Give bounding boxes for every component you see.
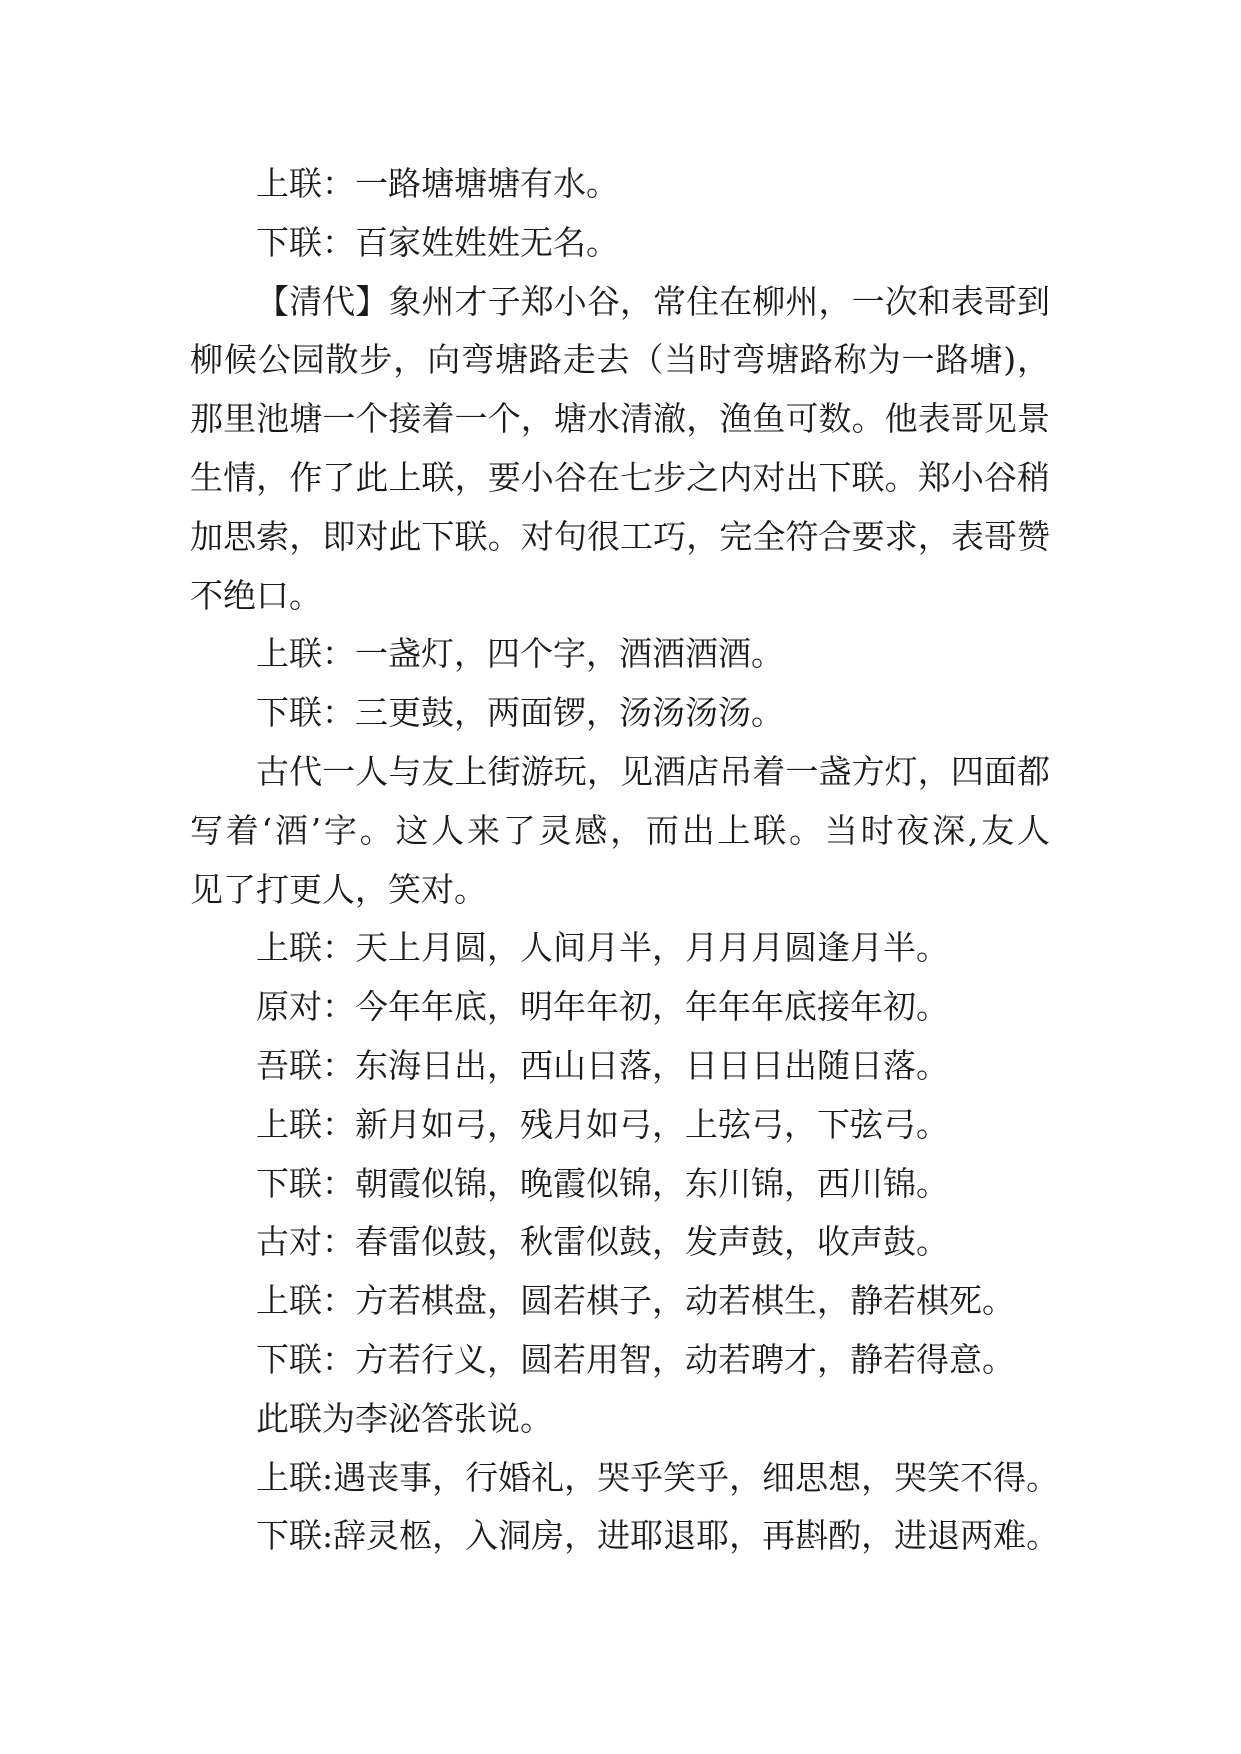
couplet-own-reply	[190, 1037, 1050, 1096]
text-line: 古对：春雷似鼓，秋雷似鼓，发声鼓，收声鼓。	[256, 1222, 949, 1262]
text-line: 上联：一路塘塘塘有水。	[256, 164, 619, 203]
text-line: 生情，作了此上联，要小谷在七步之内对出下联。郑小谷稍	[190, 457, 1050, 497]
text-line: 不绝口。	[190, 575, 322, 615]
couplet-ancient-reply	[190, 1213, 1050, 1272]
story-paragraph	[190, 273, 1050, 626]
text-line: 写着‘酒’字。这人来了灵感，而出上联。当时夜深,友人	[190, 810, 1050, 850]
text-line: 此联为李泌答张说。	[256, 1398, 553, 1438]
couplet-upper	[190, 625, 1050, 684]
text-line: 下联：三更鼓，两面锣，汤汤汤汤。	[256, 693, 784, 733]
text-line: 古代一人与友上街游玩，见酒店吊着一盏方灯，四面都	[256, 751, 1050, 791]
couplet-upper	[190, 1449, 1060, 1508]
story-paragraph	[190, 743, 1050, 919]
couplet-lower	[190, 684, 1050, 743]
text-line: 吾联：东海日出，西山日落，日日日出随日落。	[256, 1045, 949, 1085]
text-line: 柳候公园散步，向弯塘路走去（当时弯塘路称为一路塘)，	[190, 340, 1050, 380]
text-line: 下联：朝霞似锦，晚霞似锦，东川锦，西川锦。	[256, 1163, 949, 1203]
couplet-upper	[190, 1272, 1050, 1331]
couplet-lower	[190, 1155, 1050, 1214]
couplet-lower	[190, 214, 1050, 273]
text-line: 上联：天上月圆，人间月半，月月月圆逢月半。	[256, 928, 949, 968]
text-line: 上联：方若棋盘，圆若棋子，动若棋生，静若棋死。	[256, 1281, 1015, 1321]
couplet-upper	[190, 155, 1050, 214]
text-line: 上联:遇丧事，行婚礼，哭乎笑乎，细思想，哭笑不得。	[256, 1457, 1060, 1497]
document-body	[190, 155, 1060, 1566]
text-line: 上联：新月如弓，残月如弓，上弦弓，下弦弓。	[256, 1104, 949, 1144]
text-line: 下联:辞灵柩，入洞房，进耶退耶，再斟酌，进退两难。	[256, 1516, 1060, 1556]
text-line: 加思索，即对此下联。对句很工巧，完全符合要求，表哥赞	[190, 516, 1050, 556]
text-line: 原对：今年年底，明年年初，年年年底接年初。	[256, 987, 949, 1027]
text-line: 下联：百家姓姓姓无名。	[256, 222, 619, 262]
couplet-upper	[190, 919, 1050, 978]
text-line: 见了打更人，笑对。	[190, 869, 487, 909]
couplet-lower	[190, 1331, 1050, 1390]
text-line: 【清代】象州才子郑小谷，常住在柳州，一次和表哥到	[256, 281, 1050, 321]
note-paragraph	[190, 1390, 1050, 1449]
couplet-original-reply	[190, 978, 1050, 1037]
couplet-lower	[190, 1507, 1060, 1566]
text-line: 上联：一盏灯，四个字，酒酒酒酒。	[256, 634, 784, 674]
couplet-upper	[190, 1096, 1050, 1155]
text-line: 下联：方若行义，圆若用智，动若聘才，静若得意。	[256, 1339, 1015, 1379]
text-line: 那里池塘一个接着一个，塘水清澈，渔鱼可数。他表哥见景	[190, 399, 1050, 439]
